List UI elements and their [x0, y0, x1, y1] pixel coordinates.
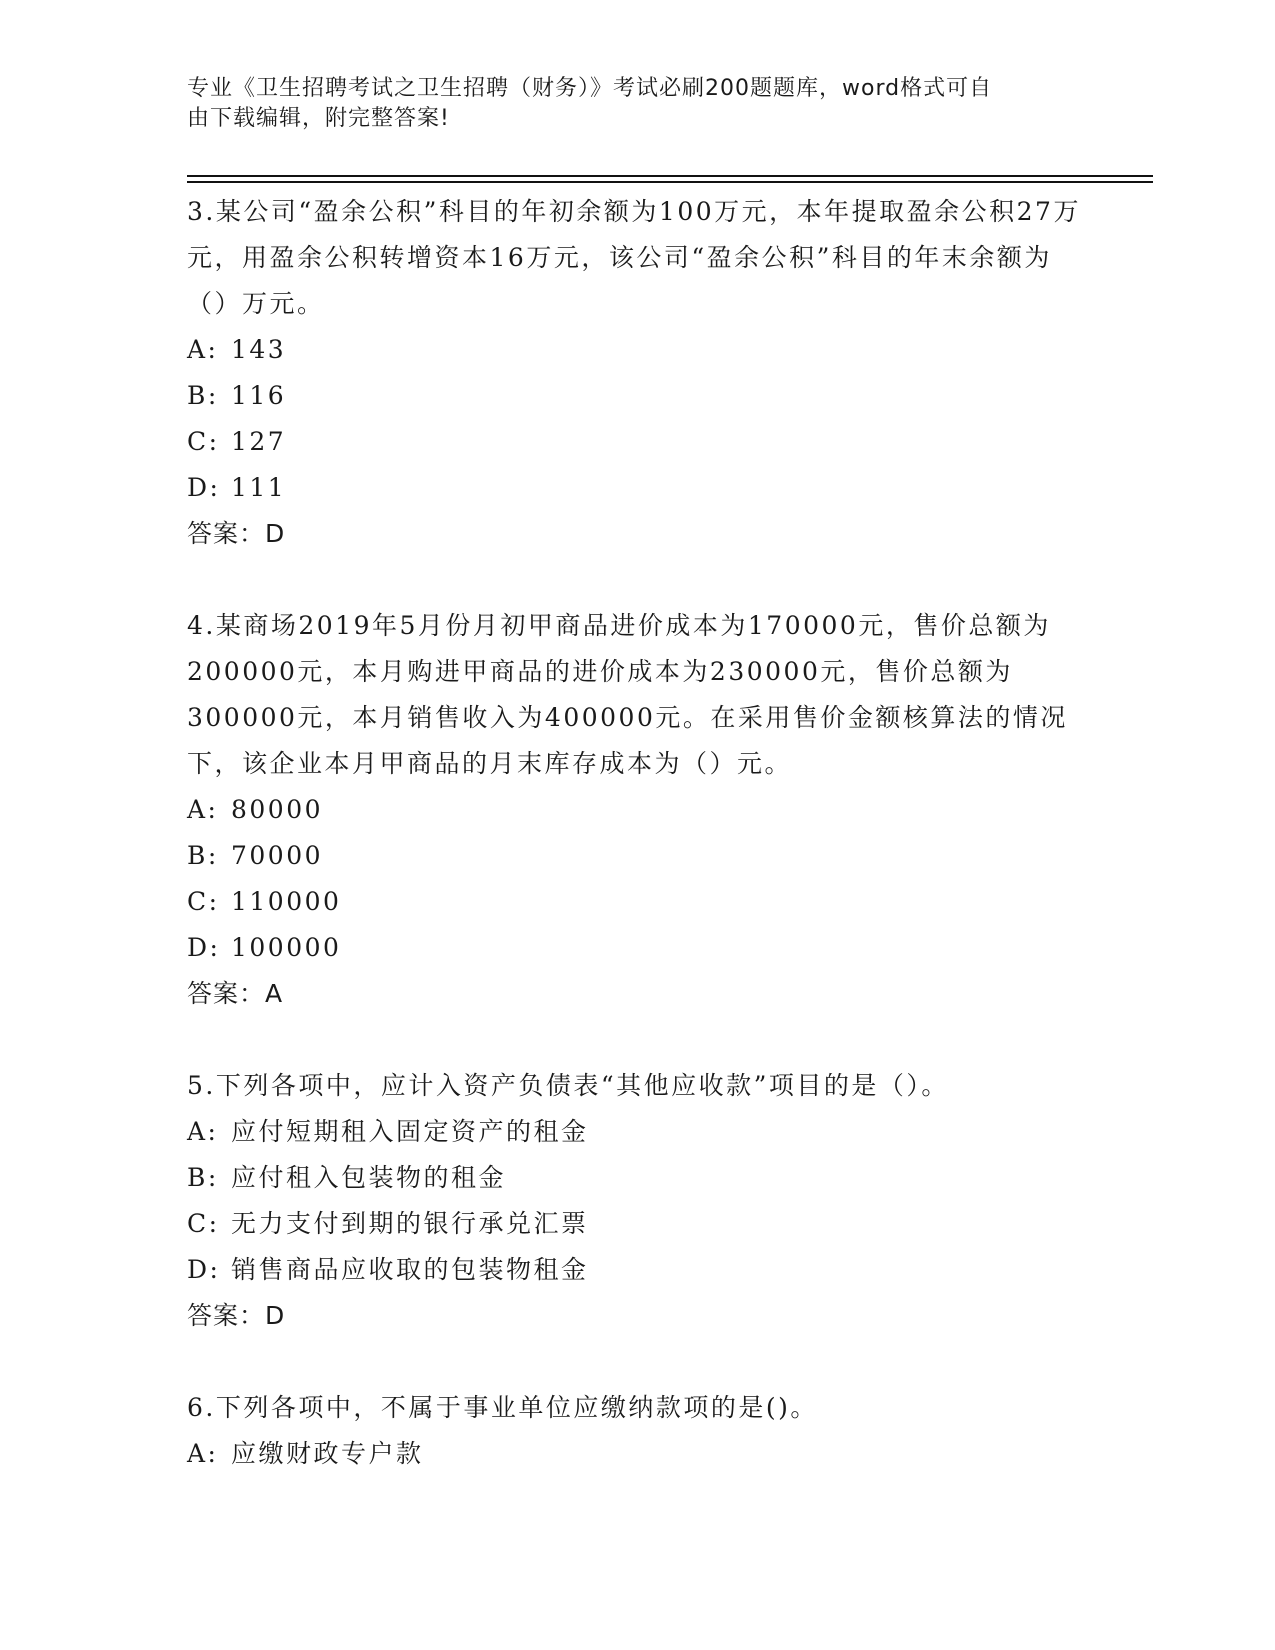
option-text: 应付短期租入固定资产的租金 [231, 1117, 589, 1146]
option-a [187, 327, 1087, 373]
option-b [187, 833, 1087, 879]
document-header [187, 74, 1067, 134]
option-letter: C: [187, 427, 220, 456]
option-text: 应缴财政专户款 [231, 1439, 424, 1468]
option-b [187, 1155, 1087, 1201]
option-letter: B: [187, 1163, 219, 1192]
question-4 [187, 603, 1087, 1017]
option-c [187, 879, 1087, 925]
option-text: 143 [231, 335, 287, 364]
question-stem: 6.下列各项中，不属于事业单位应缴纳款项的是()。 [187, 1393, 818, 1422]
question-list [187, 189, 1087, 1477]
option-text: 111 [231, 473, 287, 502]
option-a [187, 1431, 1087, 1477]
question-stem: 4.某商场2019年5月份月初甲商品进价成本为170000元，售价总额为200000元，本月购进甲商品的进价成本为230000元，售价总额为300000元，本月销售收入为400000元。在采用售价金额核算法的情况下，该企业本月甲商品的月末库存成本为（）元。 [187, 611, 1068, 778]
header-line-1: 专业《卫生招聘考试之卫生招聘（财务）》考试必刷200题题库，word格式可自 [187, 76, 993, 101]
header-divider-top [187, 175, 1153, 177]
option-text: 116 [231, 381, 287, 410]
option-a [187, 787, 1087, 833]
option-letter: D: [187, 473, 221, 502]
option-c [187, 419, 1087, 465]
option-d [187, 1247, 1087, 1293]
option-b [187, 373, 1087, 419]
header-divider-bottom [187, 181, 1153, 183]
option-text: 无力支付到期的银行承兑汇票 [231, 1209, 589, 1238]
question-3 [187, 189, 1087, 557]
option-a [187, 1109, 1087, 1155]
option-letter: A: [187, 795, 219, 824]
option-letter: C: [187, 887, 220, 916]
answer-line: 答案：D [187, 519, 286, 548]
option-letter: D: [187, 933, 221, 962]
option-text: 70000 [231, 841, 324, 870]
option-letter: A: [187, 1439, 219, 1468]
option-c [187, 1201, 1087, 1247]
option-letter: B: [187, 381, 219, 410]
option-text: 110000 [231, 887, 342, 916]
question-6 [187, 1385, 1087, 1477]
option-text: 销售商品应收取的包装物租金 [231, 1255, 589, 1284]
option-letter: D: [187, 1255, 221, 1284]
option-text: 80000 [231, 795, 324, 824]
question-5 [187, 1063, 1087, 1339]
question-stem: 5.下列各项中，应计入资产负债表“其他应收款”项目的是（）。 [187, 1071, 949, 1100]
option-text: 应付租入包装物的租金 [231, 1163, 507, 1192]
answer-line: 答案：D [187, 1301, 286, 1330]
header-line-2: 由下载编辑，附完整答案! [187, 106, 450, 131]
question-stem: 3.某公司“盈余公积”科目的年初余额为100万元，本年提取盈余公积27万元，用盈余公积转增资本16万元，该公司“盈余公积”科目的年末余额为（）万元。 [187, 197, 1081, 318]
option-d [187, 925, 1087, 971]
option-text: 127 [231, 427, 287, 456]
option-letter: B: [187, 841, 219, 870]
option-d [187, 465, 1087, 511]
option-letter: A: [187, 335, 219, 364]
option-text: 100000 [231, 933, 342, 962]
answer-line: 答案：A [187, 979, 284, 1008]
option-letter: A: [187, 1117, 219, 1146]
option-letter: C: [187, 1209, 220, 1238]
